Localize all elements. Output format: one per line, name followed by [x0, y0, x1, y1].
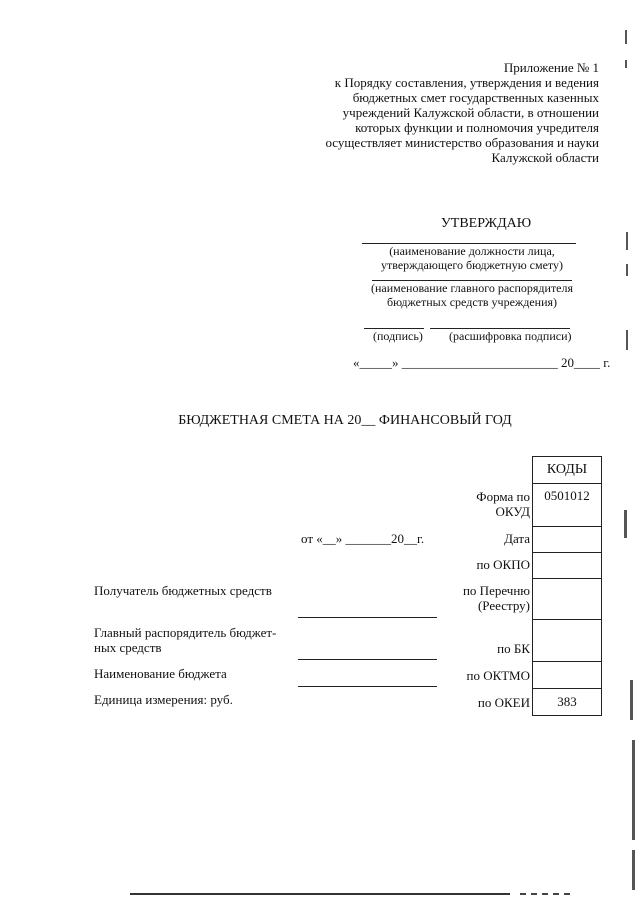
- scan-mark: [626, 232, 628, 250]
- form-label-line-2: ОКУД: [495, 504, 530, 519]
- recipient-line[interactable]: [298, 617, 437, 618]
- approval-date: «_____» ________________________ 20____ г.: [353, 355, 611, 370]
- chief-manager-line-2: ных средств: [94, 640, 162, 655]
- appendix-line: Калужской области: [491, 150, 599, 165]
- signature-hint: (подпись): [373, 329, 423, 343]
- form-code-cell: 0501012: [532, 483, 602, 527]
- appendix-title: Приложение № 1: [503, 60, 599, 75]
- scan-mark: [630, 680, 633, 720]
- recipient-label: Получатель бюджетных средств: [94, 583, 272, 598]
- bottom-edge-line: [130, 893, 510, 895]
- bottom-edge-dash: [520, 893, 570, 895]
- okpo-code-cell[interactable]: [532, 552, 602, 579]
- appendix-line: которых функции и полномочия учредителя: [355, 120, 599, 135]
- scan-mark: [626, 330, 628, 350]
- budget-name-line[interactable]: [298, 686, 437, 687]
- form-label-line-1: Форма по: [476, 489, 530, 504]
- okei-label: по ОКЕИ: [477, 695, 530, 710]
- approval-heading: УТВЕРЖДАЮ: [440, 216, 532, 231]
- oktmo-label: по ОКТМО: [466, 668, 530, 683]
- position-hint-line-1: (наименование должности лица,: [389, 244, 555, 258]
- position-hint: [362, 245, 582, 272]
- scan-mark: [625, 60, 627, 68]
- manager-hint-line-1: (наименование главного распорядителя: [370, 281, 574, 295]
- form-label: [390, 489, 530, 519]
- scan-mark: [632, 850, 635, 890]
- date-code-cell[interactable]: [532, 526, 602, 553]
- list-label-line-2: (Реестру): [477, 598, 530, 613]
- scan-mark: [625, 30, 627, 44]
- appendix-line: осуществляет министерство образования и науки: [325, 135, 599, 150]
- appendix-line: учреждений Калужской области, в отношении: [342, 105, 599, 120]
- position-hint-line-2: утверждающего бюджетную смету): [380, 257, 564, 272]
- scan-mark: [624, 510, 627, 538]
- appendix-block: [320, 60, 599, 165]
- list-code-cell[interactable]: [532, 578, 602, 620]
- bk-code-cell[interactable]: [532, 619, 602, 662]
- appendix-line: бюджетных смет государственных казенных: [352, 90, 599, 105]
- list-label-line-1: по Перечню: [462, 583, 530, 598]
- chief-manager-line-1: Главный распорядитель бюджет-: [94, 625, 277, 640]
- document-title: БЮДЖЕТНАЯ СМЕТА НА 20__ ФИНАНСОВЫЙ ГОД: [178, 413, 512, 428]
- bk-label: по БК: [497, 641, 530, 656]
- scan-mark: [632, 740, 635, 840]
- okpo-label: по ОКПО: [476, 557, 530, 572]
- appendix-line: к Порядку составления, утверждения и ведения: [334, 75, 599, 90]
- codes-header: КОДЫ: [532, 456, 602, 484]
- list-label: [390, 583, 530, 613]
- manager-hint: [362, 282, 582, 309]
- manager-hint-line-2: бюджетных средств учреждения): [386, 294, 558, 309]
- unit-label: Единица измерения: руб.: [94, 692, 233, 707]
- okei-code-cell: 383: [532, 688, 602, 716]
- scan-mark: [626, 264, 628, 276]
- oktmo-code-cell[interactable]: [532, 661, 602, 689]
- date-label: Дата: [504, 531, 530, 546]
- chief-manager-label: [94, 625, 276, 655]
- decoding-hint: (расшифровка подписи): [449, 329, 572, 343]
- header-date: от «__» _______20__г.: [301, 531, 425, 546]
- chief-manager-line[interactable]: [298, 659, 437, 660]
- budget-name-label: Наименование бюджета: [94, 666, 227, 681]
